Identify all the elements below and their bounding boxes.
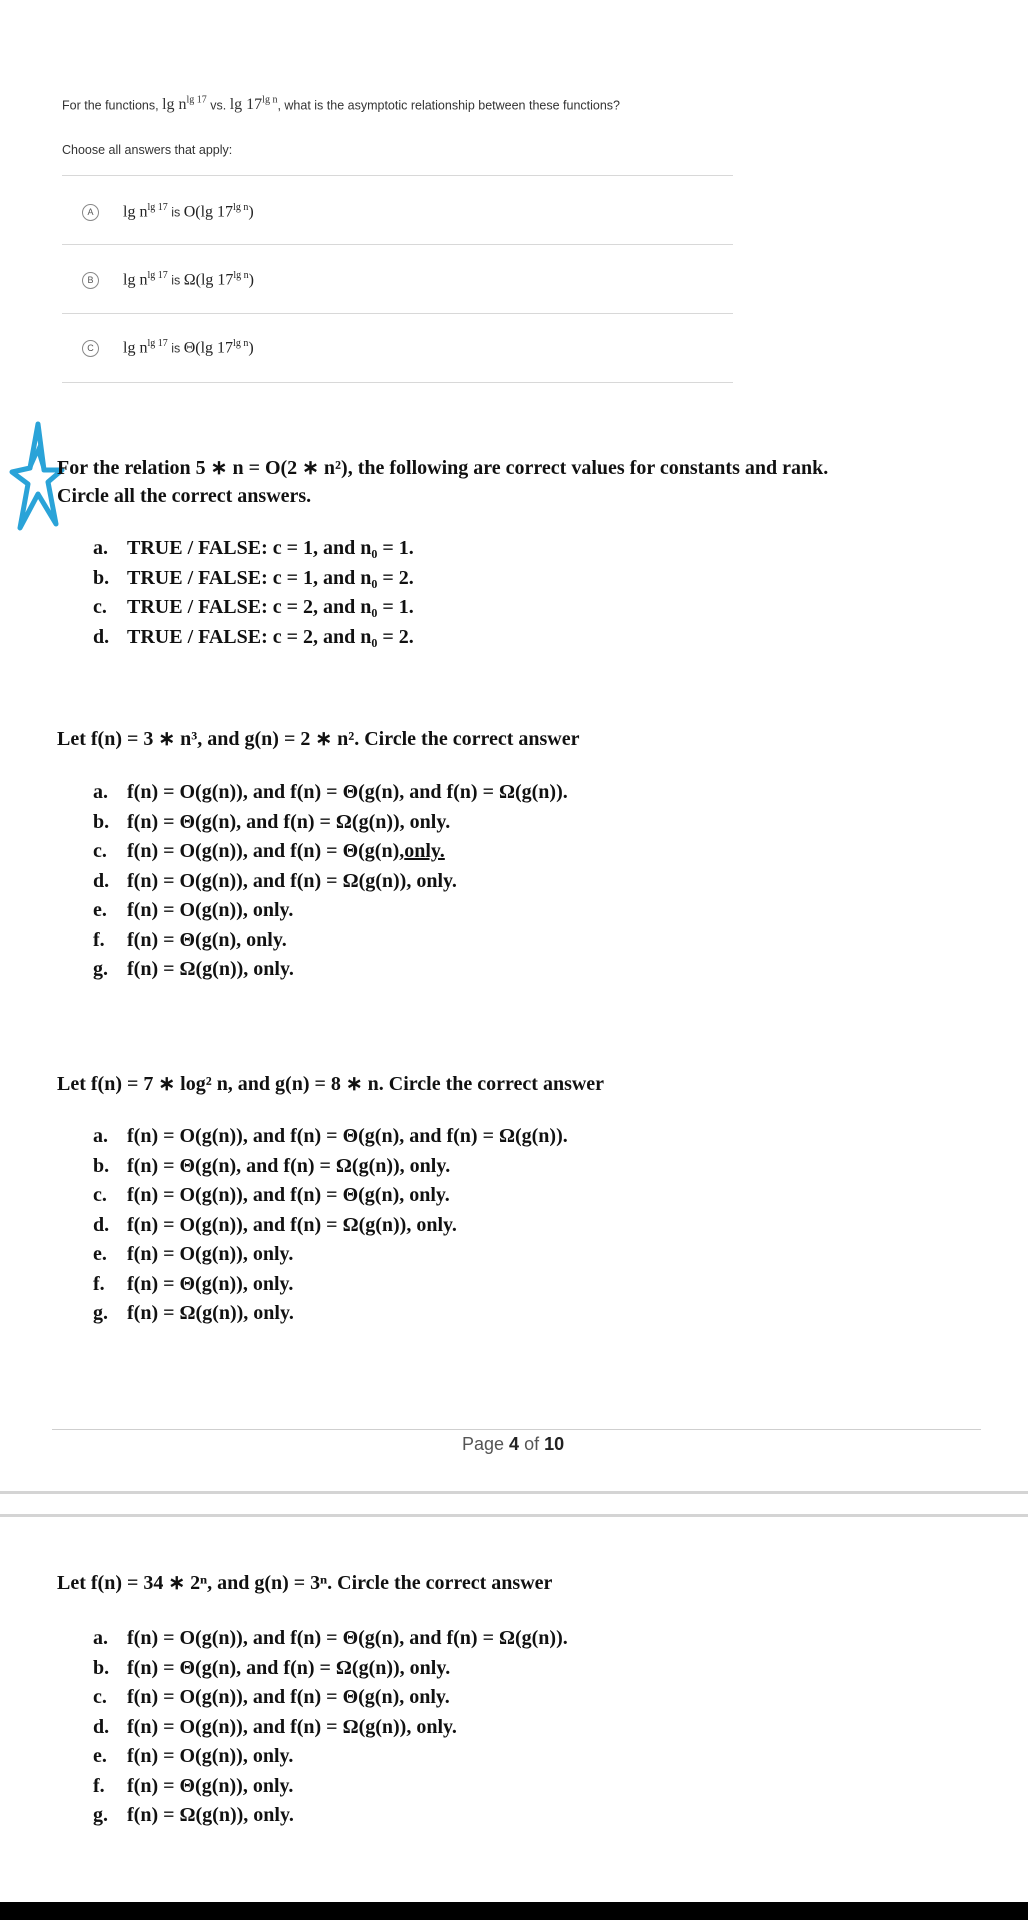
option-text: $\lg n^{lg 17}$ is Ω(lg $17^{lg n}$) — [123, 270, 254, 289]
divider — [62, 244, 733, 245]
question-3-options — [93, 778, 568, 985]
answer-option-a[interactable] — [82, 200, 254, 224]
list-item[interactable]: d. f(n) = O(g(n)), and f(n) = Ω(g(n)), only. — [93, 1715, 457, 1738]
list-item[interactable]: f. f(n) = Θ(g(n), only. — [93, 928, 287, 951]
list-item[interactable]: a. f(n) = O(g(n)), and f(n) = Θ(g(n), and f(n) = Ω(g(n)). — [93, 781, 568, 803]
list-item[interactable]: c. f(n) = O(g(n)), and f(n) = Θ(g(n), only. — [93, 1184, 450, 1206]
list-item[interactable]: g. f(n) = Ω(g(n)), only. — [93, 958, 294, 980]
list-item[interactable]: b. f(n) = Θ(g(n), and f(n) = Ω(g(n)), only. — [93, 1656, 451, 1679]
list-item[interactable]: c. f(n) = O(g(n)), and f(n) = Θ(g(n), only. — [93, 840, 445, 862]
list-item[interactable]: g. f(n) = Ω(g(n)), only. — [93, 1804, 294, 1826]
divider — [62, 313, 733, 314]
list-item[interactable]: e. f(n) = O(g(n)), only. — [93, 899, 294, 921]
list-item[interactable]: e. f(n) = O(g(n)), only. — [93, 1745, 294, 1767]
answer-option-b[interactable] — [82, 268, 254, 292]
list-item[interactable]: c. f(n) = O(g(n)), and f(n) = Θ(g(n), only. — [93, 1686, 450, 1708]
question-2-prompt: For the relation 5 ∗ n = O(2 ∗ n²), the following are correct values for constants and rank. Circle all the correct answers. — [57, 457, 829, 507]
list-item[interactable]: b. f(n) = Θ(g(n), and f(n) = Ω(g(n)), only. — [93, 1154, 451, 1177]
page-divider — [52, 1429, 981, 1430]
list-item[interactable]: e. f(n) = O(g(n)), only. — [93, 1243, 294, 1265]
list-item[interactable]: f. f(n) = Θ(g(n)), only. — [93, 1272, 294, 1295]
question-4-options — [93, 1122, 568, 1329]
answer-option-c[interactable] — [82, 336, 254, 360]
list-item[interactable]: d. f(n) = O(g(n)), and f(n) = Ω(g(n)), only. — [93, 1213, 457, 1236]
list-item[interactable]: a. f(n) = O(g(n)), and f(n) = Θ(g(n), and f(n) = Ω(g(n)). — [93, 1125, 568, 1147]
option-letter-circle[interactable]: B — [82, 272, 99, 289]
question-1-prompt: For the functions, $\lg n^{lg 17}$ vs. $\lg 17^{lg n}$, what is the asymptotic relationship between these functions? — [62, 95, 621, 114]
list-item[interactable]: d. f(n) = O(g(n)), and f(n) = Ω(g(n)), only. — [93, 869, 457, 892]
list-item[interactable]: a. f(n) = O(g(n)), and f(n) = Θ(g(n), and f(n) = Ω(g(n)). — [93, 1627, 568, 1649]
bottom-black-bar — [0, 1902, 1028, 1920]
question-4-prompt: Let f(n) = 7 ∗ log² n, and g(n) = 8 ∗ n. Circle the correct answer — [57, 1073, 605, 1095]
page-number: Page 4 of 10 — [462, 1434, 565, 1454]
question-5-prompt: Let f(n) = 34 ∗ 2ⁿ, and g(n) = 3ⁿ. Circle the correct answer — [57, 1572, 553, 1594]
list-item[interactable]: b. TRUE / FALSE: c = 1, and n₀ = 2. — [93, 566, 414, 589]
option-letter-circle[interactable]: C — [82, 340, 99, 357]
list-item[interactable]: g. f(n) = Ω(g(n)), only. — [93, 1302, 294, 1324]
question-3-prompt: Let f(n) = 3 ∗ n³, and g(n) = 2 ∗ n². Circle the correct answer — [57, 728, 580, 750]
option-text: $\lg n^{lg 17}$ is Θ(lg $17^{lg n}$) — [123, 338, 254, 357]
divider — [62, 382, 733, 383]
list-item[interactable]: b. f(n) = Θ(g(n), and f(n) = Ω(g(n)), only. — [93, 810, 451, 833]
list-item[interactable]: f. f(n) = Θ(g(n)), only. — [93, 1774, 294, 1797]
choose-instruction: Choose all answers that apply: — [62, 143, 233, 157]
list-item[interactable]: c. TRUE / FALSE: c = 2, and n₀ = 1. — [93, 596, 414, 618]
list-item[interactable]: d. TRUE / FALSE: c = 2, and n₀ = 2. — [93, 625, 414, 648]
divider — [62, 175, 733, 176]
option-letter-circle[interactable]: A — [82, 204, 99, 221]
page-break — [0, 1514, 1028, 1517]
list-item[interactable]: a. TRUE / FALSE: c = 1, and n₀ = 1. — [93, 537, 414, 559]
page-break — [0, 1491, 1028, 1494]
question-2-options — [93, 534, 414, 652]
option-text: $\lg n^{lg 17}$ is O(lg $17^{lg n}$) — [123, 202, 254, 221]
question-5-options — [93, 1624, 568, 1831]
